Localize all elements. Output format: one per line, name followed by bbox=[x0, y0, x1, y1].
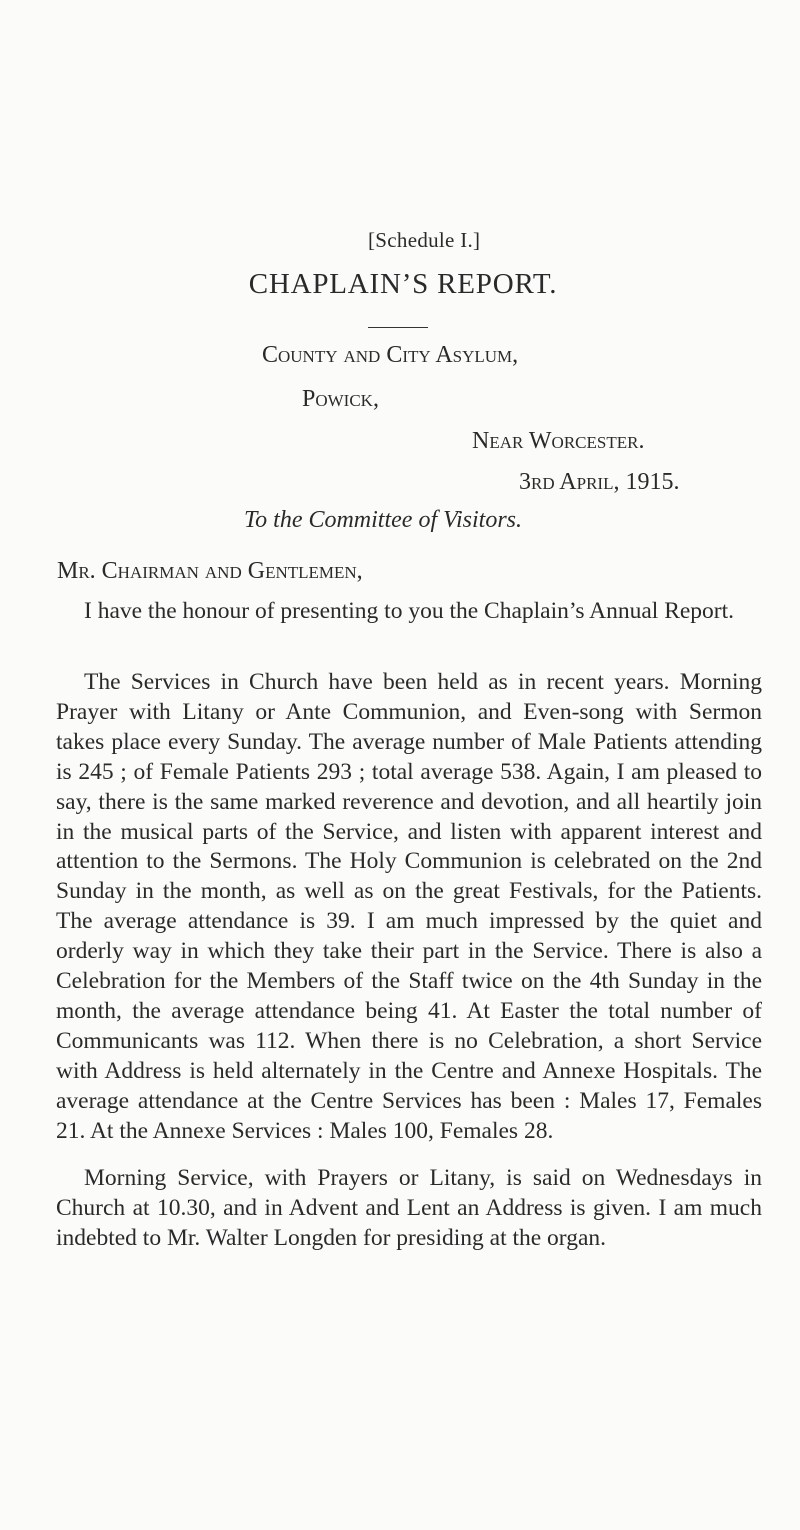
addressee: To the Committee of Visitors. bbox=[244, 507, 523, 533]
report-date: 3rd April, 1915. bbox=[519, 469, 680, 495]
title-divider bbox=[368, 327, 428, 328]
address-line-city: Near Worcester. bbox=[472, 428, 645, 454]
paragraph-weekday-services: Morning Service, with Prayers or Litany, is said on Wednesdays in Church at 10.30, and in Advent and Lent an Address is given. I am much indebted to Mr. Walter Longden for presiding at the organ. bbox=[56, 1165, 762, 1251]
schedule-label: [Schedule I.] bbox=[368, 228, 481, 252]
salutation: Mr. Chairman and Gentlemen, bbox=[57, 558, 363, 584]
address-line-place: Powick, bbox=[302, 386, 379, 412]
address-line-institution: County and City Asylum, bbox=[262, 342, 519, 368]
paragraph-intro: I have the honour of presenting to you the Chaplain’s Annual Report. bbox=[84, 598, 735, 624]
paragraph-services: The Services in Church have been held as in recent years. Morning Prayer with Litany or Ante Communion, and Even-song with Sermon takes place every Sunday. The average number of Male Patients attending is 245 ; of Female Patients 293 ; total average 538. Again, I am pleased to say, there is the same marked reverence and devotion, and all heartily join in the musical parts of the Service, and listen with apparent interest and attention to the Sermons. The Holy Communion is celebrated on the 2nd Sunday in the month, as well as on the great Festivals, for the Patients. The average attendance is 39. I am much impressed by the quiet and orderly way in which they take their part in the Service. There is also a Celebration for the Members of the Staff twice on the 4th Sunday in the month, the average attendance being 41. At Easter the total number of Communicants was 112. When there is no Celebration, a short Service with Address is held alternately in the Centre and Annexe Hospitals. The average attendance at the Centre Services has been : Males 17, Females 21. At the Annexe Services : Males 100, Females 28. bbox=[56, 669, 762, 1144]
report-title: CHAPLAIN’S REPORT. bbox=[248, 268, 558, 300]
